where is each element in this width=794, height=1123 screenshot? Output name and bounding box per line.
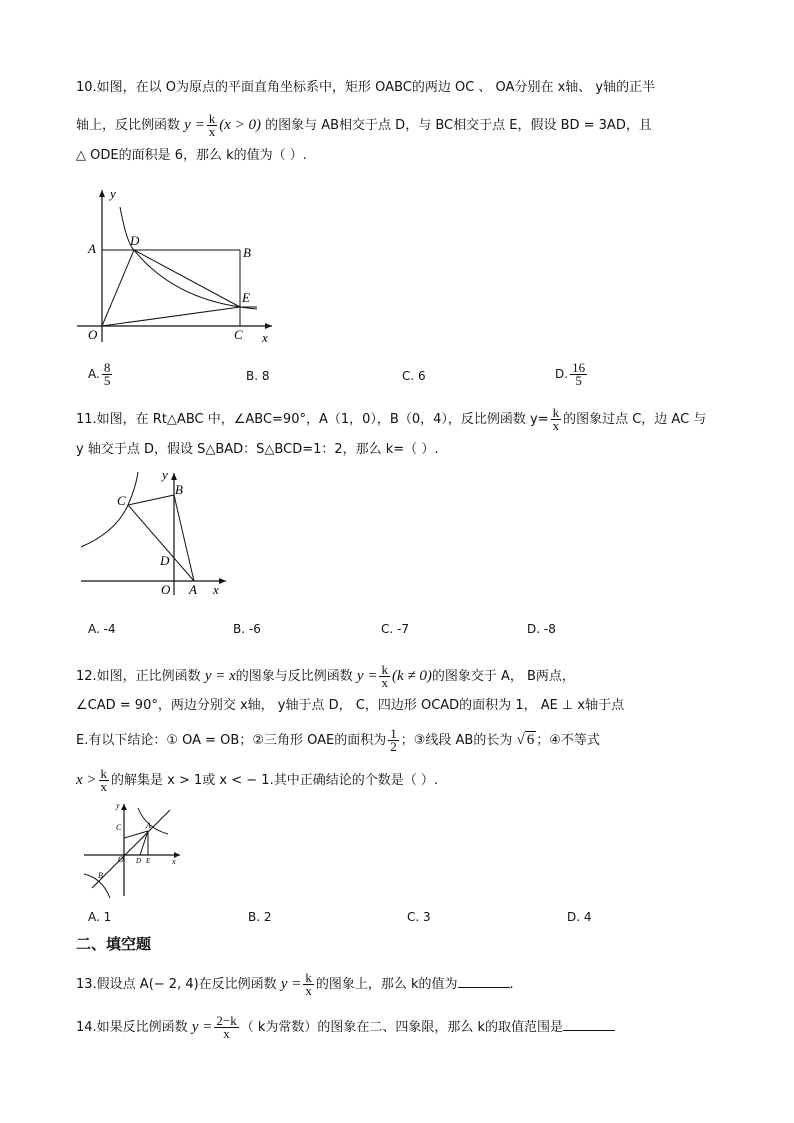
q10-option-b[interactable]: B. 8: [246, 369, 270, 383]
y-arrow-icon: [99, 190, 105, 197]
q14-answer-blank[interactable]: [563, 1018, 615, 1031]
svg-text:D: D: [136, 857, 142, 865]
label-O: O: [88, 327, 98, 342]
q12-option-a[interactable]: A. 1: [88, 910, 112, 924]
q11-option-c[interactable]: C. -7: [381, 622, 409, 636]
q10-frac: $\frac{k}{x}$: [208, 111, 216, 139]
label-D: D: [160, 553, 170, 568]
q12-option-b[interactable]: B. 2: [248, 910, 272, 924]
q12-option-d[interactable]: D. 4: [567, 910, 592, 924]
svg-text:x: x: [172, 857, 176, 866]
q10-line1: 10.如图，在以 O为原点的平面直角坐标系中，矩形 OABC的两边 OC 、 OA分别在 x轴、 y轴的正半: [76, 80, 656, 95]
line-y-eq-x: [92, 810, 170, 888]
section-title: 二、填空题: [76, 935, 152, 953]
hyperbola-branch-2: [84, 874, 110, 898]
q12-option-c[interactable]: C. 3: [407, 910, 431, 924]
label-D: D: [130, 233, 140, 248]
label-x: x: [213, 582, 219, 597]
hyperbola-branch-1: [138, 808, 168, 834]
x-arrow-icon: [265, 323, 272, 329]
q11-option-a[interactable]: A. -4: [88, 622, 116, 636]
svg-text:E: E: [146, 857, 151, 865]
q14-line: 14.如果反比例函数 y = $\frac{2-k}{x}$ （ k为常数）的图象在二、四象限，那么 k的取值范围是: [76, 1015, 615, 1040]
label-O: O: [161, 582, 171, 597]
svg-text:O: O: [118, 855, 124, 864]
q11-option-d[interactable]: D. -8: [527, 622, 556, 636]
q10-line2-b: 的图象与 AB相交于点 D，与 BC相交于点 E，假设 BD = 3AD，且: [265, 118, 652, 133]
y-arrow-icon: [171, 473, 177, 480]
label-A: A: [88, 241, 96, 256]
q13-answer-blank[interactable]: [458, 975, 510, 988]
q11-figure: [76, 467, 236, 599]
label-E: E: [242, 290, 250, 305]
q10-line2: 轴上，反比例函数 y = $\frac{k}{x}$ (x > 0) 的图象与 AB相交于点 D，与 BC相交于点 E，假设 BD = 3AD，且: [76, 111, 652, 139]
q12-line3: E.有以下结论：① OA = OB；②三角形 OAE的面积为 $\frac{1}{2}$ ；③线段 AB的长为 √ 6 ；④不等式: [76, 726, 600, 754]
line-OE: [102, 307, 240, 326]
line-BA: [174, 495, 194, 581]
q10-func: y =: [184, 117, 205, 133]
label-y: y: [110, 186, 116, 201]
q12-line4: x > $\frac{k}{x}$ 的解集是 x > 1或 x < − 1.其中正确结论的个数是（ ）.: [76, 766, 438, 794]
hyperbola-curve: [120, 207, 257, 309]
q10-option-a[interactable]: A. $\frac{8}{5}$: [88, 360, 111, 388]
q10-line3: △ ODE的面积是 6，那么 k的值为（ ）.: [76, 148, 307, 163]
hyperbola-curve: [81, 472, 138, 547]
q10-figure: [72, 182, 282, 347]
svg-text:y: y: [116, 801, 120, 810]
label-x: x: [262, 330, 268, 345]
y-arrow-icon: [121, 804, 127, 810]
label-B: B: [243, 245, 251, 260]
q12-figure: [80, 800, 184, 900]
q11-option-b[interactable]: B. -6: [233, 622, 261, 636]
q10-line2-a: 轴上，反比例函数: [76, 118, 181, 133]
line-OD: [102, 250, 134, 326]
svg-text:A: A: [146, 821, 151, 830]
line-CA: [128, 505, 194, 581]
svg-text:C: C: [116, 823, 122, 832]
q10-option-c[interactable]: C. 6: [402, 369, 426, 383]
q12-line2: ∠CAD = 90°，两边分别交 x轴， y轴于点 D， C，四边形 OCAD的面积为 1， AE ⊥ x轴于点: [76, 698, 625, 713]
label-C: C: [234, 327, 243, 342]
x-arrow-icon: [219, 578, 226, 584]
q13-line: 13.假设点 A(− 2, 4)在反比例函数 y = $\frac{k}{x}$ 的图象上，那么 k的值为 .: [76, 970, 514, 998]
label-A: A: [189, 582, 197, 597]
q11-line1: 11.如图，在 Rt△ABC 中，∠ABC=90°，A（1，0），B（0，4），反比例函数 y= $\frac{k}{x}$ 的图象过点 C，边 AC 与: [76, 405, 707, 433]
line-DE: [134, 250, 240, 307]
label-C: C: [117, 493, 126, 508]
line-CB: [128, 495, 174, 505]
label-y: y: [162, 467, 168, 482]
label-B: B: [175, 482, 183, 497]
q10-option-d[interactable]: D. $\frac{16}{5}$: [555, 360, 586, 388]
svg-text:B: B: [98, 871, 103, 880]
q12-line1: 12.如图，正比例函数 y = x的图象与反比例函数 y = $\frac{k}{x}$ (k ≠ 0)的图象交于 A， B两点，: [76, 662, 575, 690]
q11-line2: y 轴交于点 D，假设 S△BAD：S△BCD=1：2，那么 k=（ ）.: [76, 442, 439, 457]
